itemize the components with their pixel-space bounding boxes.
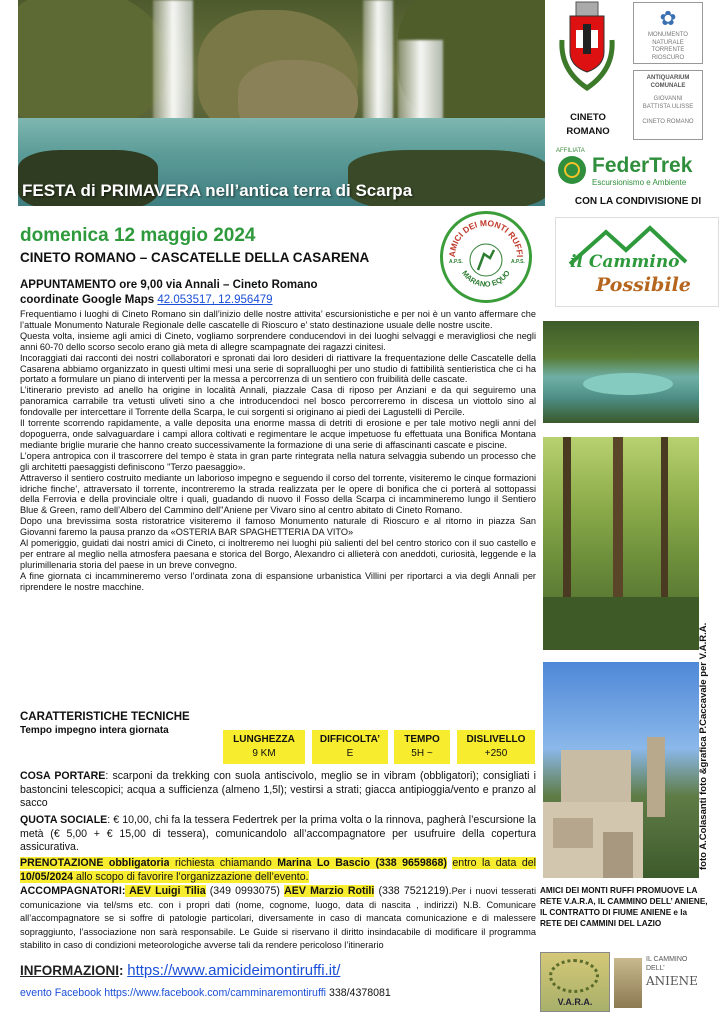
- antiquarium-foot: CINETO ROMANO: [642, 119, 694, 125]
- prenotazione-text3: allo scopo di favorire l’organizzazione dell’evento.: [73, 870, 309, 883]
- monumento-text: MONUMENTO NATURALE TORRENTE RIOSCURO: [648, 32, 688, 61]
- federtrek-affiliata: AFFILIATA: [556, 148, 585, 154]
- vara-text: V.A.R.A.: [557, 997, 593, 1007]
- badge-side-right: A.P.S.: [511, 259, 525, 265]
- stat-value: E: [346, 748, 354, 759]
- photo-credit: [698, 620, 712, 870]
- paragraph: Il torrente scorrendo rapidamente, a valle deposita una enorme massa di detriti di erosione e per tale motivo negli anni del dopoguerra, onde salvaguardare i campi allora coltivati e regimentare le acque impetuose fu effettuata una Bonifica Montana mediante briglie murarie che hanno creato successivamente la formazione di una serie di affascinanti cascate e piscine.: [20, 418, 536, 450]
- prenotazione-text2: entro la data del: [452, 857, 536, 869]
- promo-text: AMICI DEI MONTI RUFFI PROMUOVE LA RETE V.A.R.A, IL CAMMINO DELL’ ANIENE, IL CONTRATTO DI FIUME ANIENE e la RETE DEI CAMMINI DEL LAZIO: [540, 886, 708, 928]
- fb-phone: 338/4378081: [326, 987, 391, 999]
- description-body: [20, 309, 536, 593]
- federtrek-name: FederTrek: [592, 154, 693, 177]
- cosa-portare: [20, 770, 536, 811]
- stat-value: 9 KM: [252, 748, 276, 759]
- appuntamento: APPUNTAMENTO ore 9,00 via Annali – Cineto Romano: [20, 279, 318, 291]
- castle-village-photo: [543, 662, 699, 878]
- cammino-possibile-logo: [555, 217, 719, 307]
- event-subtitle: CINETO ROMANO – CASCATELLE DELLA CASARENA: [20, 250, 370, 265]
- phone-1: (349 0993075): [205, 885, 285, 897]
- facebook-line: [20, 987, 391, 999]
- paragraph: Incoraggiati dai racconti dei nostri collaboratori e spronati dai loro desideri di riattivare la frequentazione delle Cascatelle della Casarena abbiamo organizzato in questi ultimi mesi una serie di sopralluoghi per uno studio di fattibilità sentieristica che ci ha portato a formulare un piano di interventi per la messa a percorrenza di un sentiero con fruibilità delle cascate.: [20, 352, 536, 385]
- stat-label: DIFFICOLTA’: [319, 734, 381, 745]
- event-date: domenica 12 maggio 2024: [20, 225, 256, 246]
- antiquarium-sub: GIOVANNI BATTISTA ULISSE: [642, 96, 694, 110]
- quota-text: : € 10,00, chi fa la tessera Federtrek per la prima volta o la rinnova, pagherà l’escursione la metà (€ 5,00 + € 15,00 di tessera), comunicandolo all’accompagnatore per usufruire della copertura assicurativa.: [20, 814, 536, 854]
- coord-link[interactable]: 42.053517, 12.956479: [157, 294, 273, 306]
- antiquarium-logo: [633, 70, 703, 140]
- federtrek-logo: [556, 148, 720, 190]
- stat-dislivello: [457, 730, 535, 764]
- stat-value: +250: [484, 748, 508, 759]
- cammino-line2: Possibile: [596, 274, 691, 296]
- cammino-aniene-line3: ANIENE: [646, 974, 698, 988]
- monumento-naturale-logo: ✿ MONUMENTO NATURALE TORRENTE RIOSCURO: [633, 2, 703, 64]
- cammino-aniene-logo: [614, 952, 702, 1012]
- accompagnatori-note: Per i nuovi tesserati comunicazione via tel/sms etc. con i propri dati (nome, cognome, luogo, data di nascita , indirizzi) N.B. Comunicare all’accompagnatore se si soffre di patologie particolari, diversamente in caso di mancata comunicazione e di malessere sopraggiunto, l’associazione non sarà responsabile. Le Guide si riservano il diritto insindacabile di modificare il programma stabilito in caso di condizioni meteorologiche avverse tali da rendere pericoloso l’itinerario: [20, 886, 536, 951]
- paragraph: Attraverso il sentiero costruito mediante un laborioso impegno e seguendo il corso del torrente, visiteremo le cinque formazioni idriche finche’, attraversato il torrente, incontreremo la strada realizzata per le opere di bonifica che ci porterà al sottopassi della Ferrovia e della provinciale oltre i quali, guadando di nuovo il Fosso della Scarpa ci incammineremo lungo il Sentiero Blue & Green, ramo dell’Albero del Cammino dell"Aniene per Vivaro sino al centro abitato di Cineto Romano.: [20, 472, 536, 516]
- tempo-impegno: Tempo impegno intera giornata: [20, 725, 169, 736]
- badge-side-left: A.P.S.: [449, 259, 463, 265]
- info-colon: :: [119, 963, 128, 978]
- phone-2: (338 7521219).: [374, 885, 452, 897]
- prenotazione-text1: richiesta chiamando: [169, 857, 278, 869]
- coordinates-line: [20, 294, 273, 306]
- coord-label: coordinate Google Maps: [20, 294, 158, 306]
- stat-difficolta: [312, 730, 388, 764]
- prenotazione-label: PRENOTAZIONE obbligatoria: [20, 857, 170, 869]
- forest-photo: [543, 437, 699, 650]
- badge-bottom-text: MARANO EQUO: [460, 268, 512, 289]
- paragraph: Frequentiamo i luoghi di Cineto Romano sin dall’inizio delle nostre attivita’ escursionistiche e per noi è un vanto affermare che l’attuale Monumento Naturale Regionale delle cascatelle di Rioscuro e’ stato destinazione usuale delle nostre uscite.: [20, 309, 536, 330]
- stat-value: 5H ~: [411, 748, 433, 759]
- cineto-label-line2: ROMANO: [566, 126, 610, 138]
- accompagnatori-label: ACCOMPAGNATORI:: [20, 885, 126, 897]
- fb-link[interactable]: https://www.facebook.com/camminaremontiruffi: [104, 987, 326, 999]
- tech-title: CARATTERISTICHE TECNICHE: [20, 711, 190, 723]
- cosa-portare-text: : scarponi da trekking con suola antiscivolo, meglio se in vibram (obbligatori); consigliati i bastoncini telescopici; acqua a sufficienza (almeno 1,5l); vestirsi a strati; giacca antipioggia/vento e pranzo al sacco: [20, 770, 536, 810]
- prenotazione-deadline: 10/05/2024: [20, 870, 74, 883]
- federtrek-tagline: Escursionismo e Ambiente: [592, 178, 687, 187]
- quota-sociale: [20, 814, 536, 855]
- cammino-aniene-line2: DELL’: [646, 965, 665, 972]
- quota-label: QUOTA SOCIALE: [20, 814, 108, 826]
- cosa-portare-label: COSA PORTARE: [20, 770, 106, 782]
- hero-title: FESTA di PRIMAVERA nell’antica terra di Scarpa: [22, 181, 413, 200]
- paragraph: A fine giornata ci incammineremo verso l’ordinata zona di espansione urbanistica Villini per riportarci a via degli Annali per riprendere le nostre macchine.: [20, 570, 536, 592]
- paragraph: Dopo una brevissima sosta ristoratrice visiteremo il famoso Monumento naturale di Rioscuro e al ritorno in piazza San Giovanni faremo la pausa pranzo da «OSTERIA BAR SPAGHETTERIA DA VITO»: [20, 516, 536, 538]
- stream-pool-photo: [543, 321, 699, 423]
- stat-label: DISLIVELLO: [466, 734, 526, 745]
- stat-label: TEMPO: [404, 734, 440, 745]
- info-label: INFORMAZIONI: [20, 963, 119, 978]
- stat-label: LUNGHEZZA: [233, 734, 295, 745]
- paragraph: Questa volta, insieme agli amici di Cineto, vogliamo sorprendere conducendovi in dei luoghi selvaggi e meravigliosi che negli anni 60-70 dello scorso secolo erano già meta di allegre scampagnate dei ragazzi cinitesi.: [20, 330, 536, 352]
- guide-1: AEV Luigi Tilia: [125, 885, 206, 897]
- federtrek-globe-icon: [558, 156, 586, 184]
- stat-tempo: [394, 730, 450, 764]
- cammino-aniene-line1: IL CAMMINO: [646, 956, 688, 963]
- prenotazione-contact: Marina Lo Bascio (338 9659868): [277, 857, 447, 869]
- cineto-crest-logo: [556, 0, 618, 95]
- fb-prefix: evento Facebook: [20, 987, 105, 999]
- cineto-label: [563, 111, 613, 140]
- hero-waterfall-photo: [18, 0, 545, 206]
- credit-text: foto A.Colasanti foto &grafica P.Caccavale per V.A.R.A.: [698, 622, 709, 870]
- amici-monti-ruffi-badge: [440, 211, 532, 303]
- prenotazione: [20, 857, 536, 884]
- informazioni: [20, 962, 340, 979]
- paragraph: Al pomeriggio, guidati dai nostri amici di Cineto, ci inoltreremo nei luoghi più salienti del bel centro storico con il suo castello e per entrare al meglio nella atmosfera paesana e storica del Borgo, Alexandro ci allieterà con aneddoti, curiosità, leggende e la plurimillenaria storia del paese in un breve convegno.: [20, 538, 536, 570]
- vara-logo: [540, 952, 610, 1012]
- accompagnatori: [20, 885, 536, 953]
- cammino-line1: il Cammino: [570, 252, 680, 272]
- condivisione-label: CON LA CONDIVISIONE DI: [574, 196, 702, 207]
- stat-lunghezza: [223, 730, 305, 764]
- cineto-label-line1: CINETO: [570, 112, 606, 123]
- guide-2: AEV Marzio Rotili: [284, 885, 375, 897]
- website-link[interactable]: https://www.amicideimontiruffi.it/: [127, 962, 341, 979]
- badge-top-text: AMICI DEI MONTI RUFFI: [446, 217, 526, 258]
- antiquarium-text: ANTIQUARIUM COMUNALE: [646, 75, 690, 89]
- paragraph: L’opera antropica con il trascorrere del tempo è stata in gran parte rintegrata nella natura selvaggia subendo un processo che gli architetti paesaggisti definiscono "Terzo paesaggio».: [20, 450, 536, 472]
- paragraph: L’itinerario previsto ad anello ha origine in località Annali, piazzale Casa di riposo per Anziani e da qui seguiremo una panoramica carrabile tra vetusti uliveti sino a che introducendoci nel bosco percorreremo in discesa un viottolo sino al fondovalle per intercettare il Torrente della Scarpa, le cui sorgenti si originano ai piedi dei Lagustelli di Percile.: [20, 385, 536, 418]
